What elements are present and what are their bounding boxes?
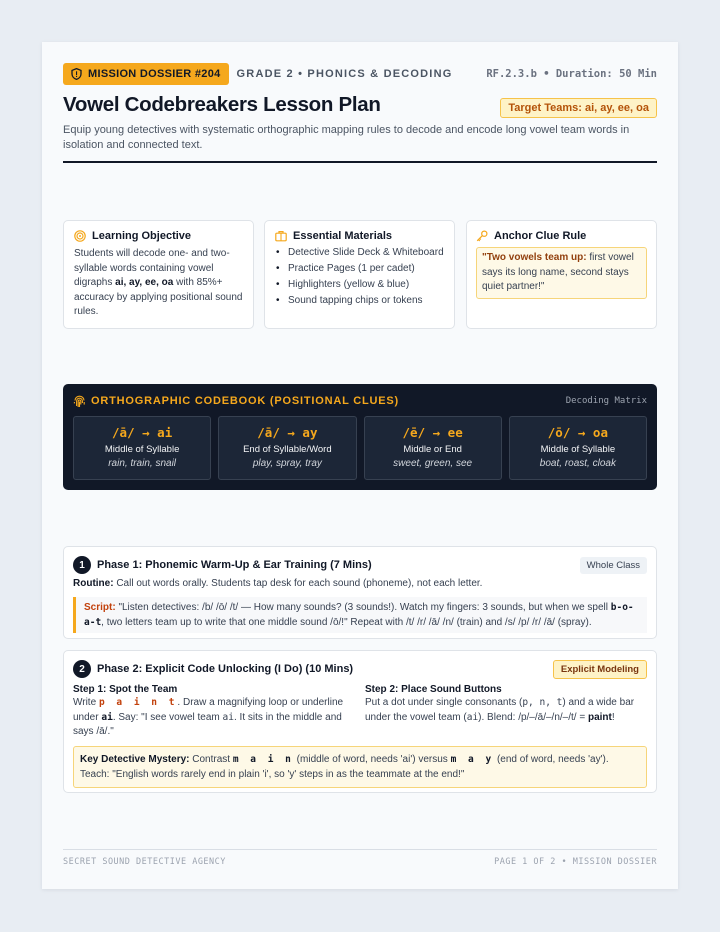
codebook-subtitle: Decoding Matrix — [565, 396, 647, 406]
list-item: • Sound tapping chips or tokens — [275, 294, 444, 309]
step-1-text — [73, 696, 355, 740]
header-row — [63, 63, 657, 85]
codebook-position: Middle of Syllable — [540, 444, 616, 455]
codebook-position: End of Syllable/Word — [243, 444, 332, 455]
phase-2-tag: Explicit Modeling — [553, 660, 647, 679]
script-text: , two letters team up to write that one middle sound /ō/!" Repeat with /t/ /r/ /ā/ /n/ (train) and /s/ /p/ /r/ /ā/ (spray). — [101, 616, 592, 628]
anchor-clue-lead: "Two vowels team up: — [482, 252, 587, 263]
phase-2-title: Phase 2: Explicit Code Unlocking (I Do) (10 Mins) — [97, 663, 354, 675]
shield-icon — [71, 68, 82, 80]
mystery-text: (end of word, needs 'ay'). Teach: "English words rarely end in plain 'i', so 'y' steps in as the teammate at the end!" — [80, 753, 609, 780]
mystery-text: Contrast — [189, 753, 233, 765]
script-code: b-o-a-t — [84, 601, 634, 628]
phase-2-header — [73, 660, 647, 678]
step-1-title: Step 1: Spot the Team — [73, 684, 178, 695]
codebook-header — [73, 393, 647, 409]
list-item: • Detective Slide Deck & Whiteboard — [275, 246, 444, 261]
fingerprint-icon — [73, 395, 86, 408]
step-text: Put a dot under single consonants ( — [365, 697, 523, 708]
standard-duration: RF.2.3.b • Duration: 50 Min — [486, 68, 657, 80]
orthographic-codebook — [63, 384, 657, 490]
step-text: . Draw a magnifying loop or underline under — [73, 697, 344, 723]
footer-agency: SECRET SOUND DETECTIVE AGENCY — [63, 857, 226, 867]
mystery-word: m a y — [450, 753, 495, 765]
learning-objective-title: Learning Objective — [92, 230, 192, 242]
header-divider — [63, 161, 657, 163]
step-code: ai — [466, 711, 479, 723]
lesson-plan-page — [42, 42, 678, 889]
target-icon — [74, 230, 86, 242]
codebook-cell — [218, 416, 356, 480]
codebook-grid — [73, 416, 647, 480]
script-label: Script: — [84, 601, 116, 613]
codebook-title: ORTHOGRAPHIC CODEBOOK (POSITIONAL CLUES) — [91, 395, 400, 407]
objective-teams: ai, ay, ee, oa — [115, 277, 174, 288]
objective-text-part: Students will decode one- and two-syllable words containing vowel digraphs — [74, 248, 230, 288]
learning-objective-text — [74, 247, 243, 320]
codebook-examples: sweet, green, see — [393, 458, 473, 469]
codebook-examples: play, spray, tray — [252, 458, 322, 469]
phase-1-script — [73, 597, 647, 633]
anchor-clue-title: Anchor Clue Rule — [494, 230, 587, 242]
step-word: p a i n t — [98, 697, 178, 708]
step-2-text — [365, 696, 647, 725]
codebook-position: Middle of Syllable — [104, 444, 180, 455]
routine-text: Call out words orally. Students tap desk for each sound (phoneme), not each letter. — [113, 578, 483, 589]
materials-list — [275, 246, 444, 309]
grade-label: GRADE 2 • PHONICS & DECODING — [236, 68, 453, 80]
anchor-clue-box — [476, 247, 647, 299]
codebook-rule: /ē/ → ee — [402, 425, 463, 440]
codebook-rule: /ō/ → oa — [547, 425, 608, 440]
objective-text-part: with 85%+ accuracy by applying positional sound rules. — [74, 277, 243, 317]
codebook-cell — [73, 416, 211, 480]
essential-materials-card — [264, 220, 455, 329]
page-title: Vowel Codebreakers Lesson Plan — [63, 93, 381, 116]
essential-materials-title: Essential Materials — [293, 230, 393, 242]
codebook-rule: /ā/ → ai — [112, 425, 173, 440]
key-detective-mystery — [73, 746, 647, 788]
mystery-word: m a i n — [232, 753, 294, 765]
codebook-cell — [364, 416, 502, 480]
learning-objective-card — [63, 220, 254, 329]
mystery-text: (middle of word, needs 'ai') versus — [293, 753, 451, 765]
phase-2-steps — [73, 683, 647, 740]
step-code: ai — [222, 711, 234, 723]
list-item: • Practice Pages (1 per cadet) — [275, 262, 444, 277]
routine-label: Routine: — [73, 578, 114, 589]
anchor-clue-card — [466, 220, 657, 329]
learning-objective-header — [74, 230, 243, 242]
footer-page-number: PAGE 1 OF 2 • MISSION DOSSIER — [494, 857, 657, 867]
phase-1-tag: Whole Class — [580, 557, 647, 574]
page-subtitle: Equip young detectives with systematic orthographic mapping rules to decode and encode long vowel team words in isolation and connected text. — [63, 124, 630, 151]
step-1 — [73, 683, 355, 740]
step-text: ). Blend: /p/–/ā/–/n/–/t/ = — [478, 711, 588, 723]
step-word: paint — [587, 711, 612, 723]
phase-1-title: Phase 1: Phonemic Warm-Up & Ear Training (7 Mins) — [97, 559, 372, 571]
codebook-cell — [509, 416, 647, 480]
mystery-label: Key Detective Mystery: — [80, 753, 190, 765]
phase-1-header — [73, 556, 647, 574]
mission-badge-label: MISSION DOSSIER #204 — [88, 68, 221, 80]
script-text: "Listen detectives: /b/ /ō/ /t/ — How many sounds? (3 sounds!). Watch my fingers: 3 sounds, but when we spell — [115, 601, 611, 613]
codebook-examples: rain, train, snail — [108, 458, 177, 469]
target-teams-badge: Target Teams: ai, ay, ee, oa — [500, 98, 657, 118]
essential-materials-header — [275, 230, 444, 242]
step-code: ai — [101, 711, 113, 723]
codebook-position: Middle or End — [403, 444, 462, 455]
mission-badge — [63, 63, 229, 85]
step-text: . Say: "I see vowel team — [112, 711, 223, 723]
phase-1-routine — [73, 577, 647, 592]
step-2-title: Step 2: Place Sound Buttons — [365, 684, 502, 695]
phase-2-card — [63, 650, 657, 793]
anchor-clue-text: first vowel says its long name, second stays quiet partner!" — [482, 252, 634, 292]
phase-1-card — [63, 546, 657, 639]
step-text: ! — [611, 711, 615, 723]
step-text: . It sits in the middle and says /ā/." — [73, 711, 342, 737]
phase-number: 2 — [73, 660, 91, 678]
phase-number: 1 — [73, 556, 91, 574]
list-item: • Highlighters (yellow & blue) — [275, 278, 444, 293]
step-text: Write — [73, 697, 99, 708]
codebook-rule: /ā/ → ay — [257, 425, 318, 440]
footer-divider — [63, 849, 657, 850]
anchor-clue-header — [476, 230, 647, 242]
briefcase-icon — [275, 230, 287, 242]
key-icon — [476, 230, 488, 242]
step-2 — [365, 683, 647, 740]
step-code: p, n, t — [522, 697, 563, 708]
step-text: ) and a wide bar under the vowel team ( — [365, 697, 635, 723]
codebook-examples: boat, roast, cloak — [539, 458, 616, 469]
